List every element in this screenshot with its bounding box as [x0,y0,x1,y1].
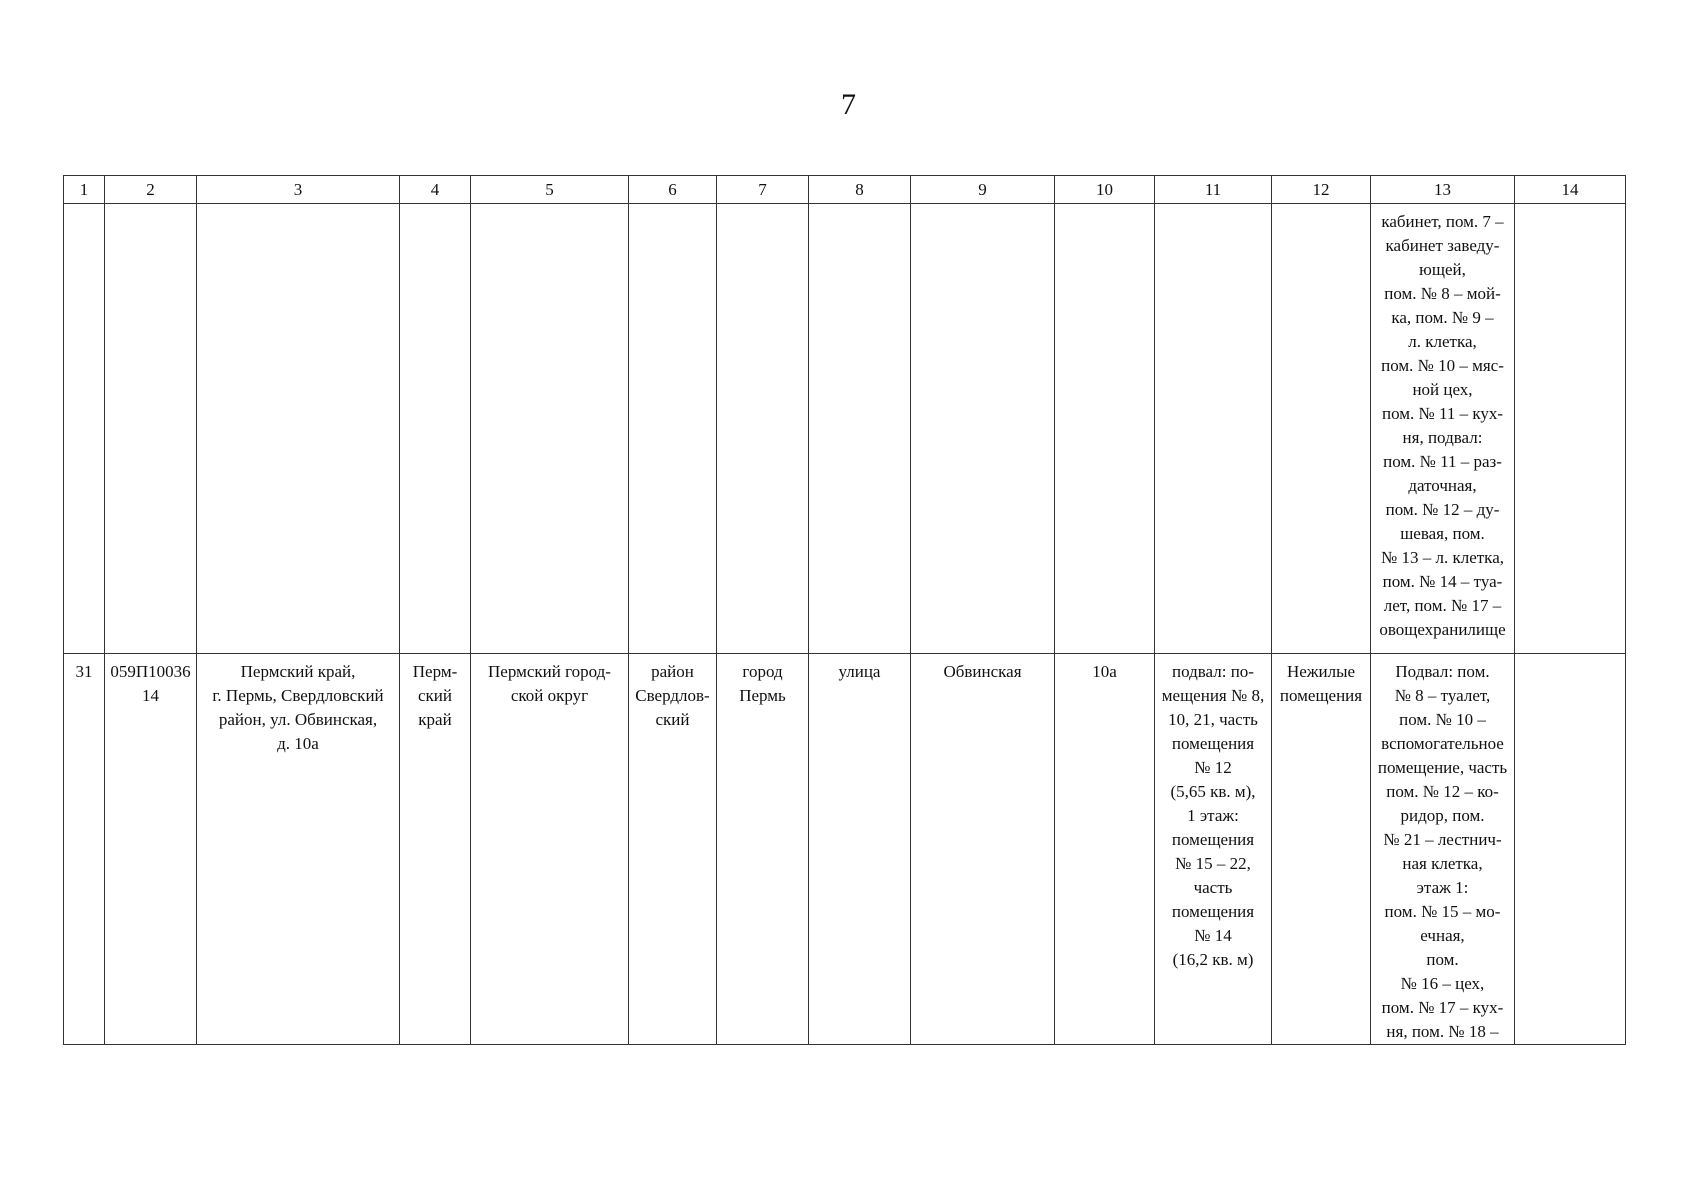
district-text: район Свердлов- ский [635,662,710,729]
cell-empty [1515,204,1626,654]
house-number-text: 10а [1092,662,1117,681]
header-col-12: 12 [1272,176,1371,204]
row-number: 31 [75,662,93,681]
cell-empty [1155,204,1272,654]
registry-number: 059П10036 14 [110,662,191,705]
table-row [64,654,1626,1045]
city-text: город Пермь [739,662,786,705]
cell-house-number [1055,654,1155,1045]
address-text: Пермский край, г. Пермь, Свердловский район, ул. Обвинская, д. 10а [212,662,384,753]
header-col-4: 4 [400,176,471,204]
header-col-1: 1 [64,176,105,204]
header-col-2: 2 [105,176,197,204]
cell-empty [809,204,911,654]
header-col-6: 6 [629,176,717,204]
table-row-continuation [64,204,1626,654]
cell-street-name [911,654,1055,1045]
cell-premises-description [1371,204,1515,654]
cell-address [197,654,400,1045]
cell-registry-number [105,654,197,1045]
cell-empty [400,204,471,654]
cell-empty [911,204,1055,654]
cell-district [629,654,717,1045]
cell-row-number [64,654,105,1045]
cell-empty [64,204,105,654]
premises-description-text: Подвал: пом. № 8 – туалет, пом. № 10 – вспомогательное помещение, часть пом. № 12 – ко- ридор, пом. № 21 – лестнич- ная клетка, этаж 1: пом. № 15 – мо- ечная, пом. № 16 – цех, пом. № 17 – кух- ня, пом. № 18 – [1377,662,1508,1041]
cell-premises-numbers [1155,654,1272,1045]
street-type-text: улица [838,662,881,681]
header-col-5: 5 [471,176,629,204]
cell-city [717,654,809,1045]
cell-empty [197,204,400,654]
page-number: 7 [841,88,856,121]
header-row [64,176,1626,204]
cell-street-type [809,654,911,1045]
cell-empty [1055,204,1155,654]
cell-empty [105,204,197,654]
header-col-9: 9 [911,176,1055,204]
header-col-10: 10 [1055,176,1155,204]
cell-premises-description [1371,654,1515,1045]
registry-table [63,175,1626,1045]
cell-municipality [471,654,629,1045]
cell-empty [471,204,629,654]
premises-description-text: кабинет, пом. 7 – кабинет заведу- ющей, пом. № 8 – мой- ка, пом. № 9 – л. клетка, пом. № 10 – мяс- ной цех, пом. № 11 – кух- ня, подвал: пом. № 11 – раз- даточная, пом. № 12 – ду- шевая, пом. № 13 – л. клетка, пом. № 14 – туа- лет, пом. № 17 – овощехранилище [1379,212,1506,639]
header-col-11: 11 [1155,176,1272,204]
header-col-14: 14 [1515,176,1626,204]
header-col-7: 7 [717,176,809,204]
cell-empty [717,204,809,654]
header-col-3: 3 [197,176,400,204]
header-col-13: 13 [1371,176,1515,204]
cell-object-type [1272,654,1371,1045]
object-type-text: Нежилые помещения [1279,662,1363,705]
region-text: Перм- ский край [412,662,458,729]
cell-empty [1272,204,1371,654]
premises-numbers-text: подвал: по- мещения № 8, 10, 21, часть помещения № 12 (5,65 кв. м), 1 этаж: помещения № 15 – 22, часть помещения № 14 (16,2 кв. м) [1161,662,1265,969]
cell-empty [629,204,717,654]
municipality-text: Пермский город- ской округ [488,662,611,705]
cell-notes [1515,654,1626,1045]
cell-region [400,654,471,1045]
street-name-text: Обвинская [943,662,1022,681]
header-col-8: 8 [809,176,911,204]
